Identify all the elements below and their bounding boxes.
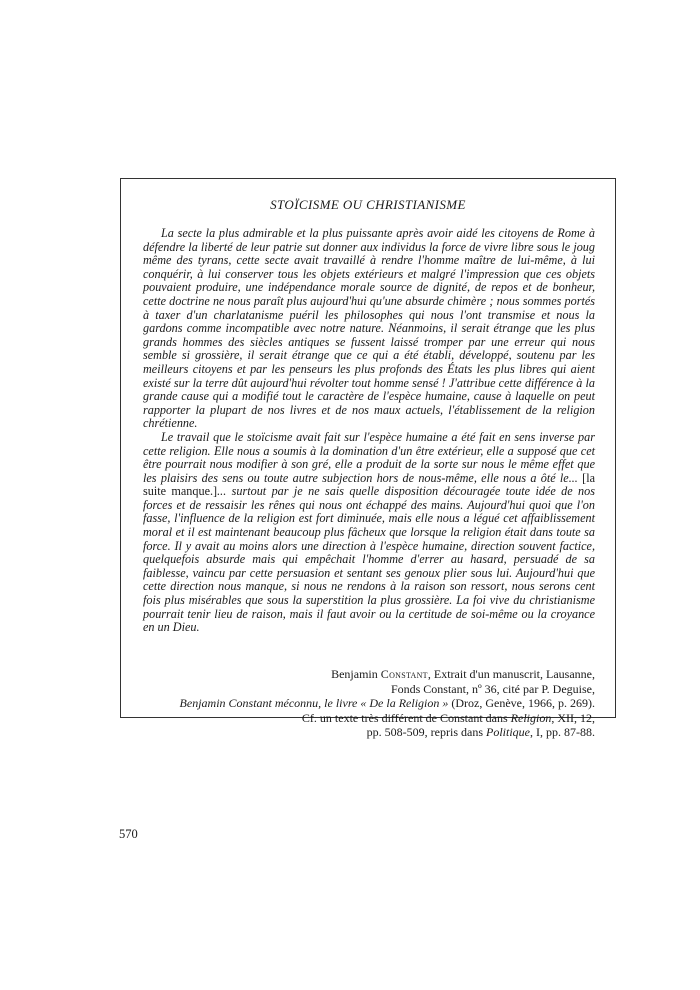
citation-source: , Extrait d'un manuscrit, Lausanne,: [427, 667, 595, 681]
politique-ref: , I, pp. 87-88.: [530, 725, 595, 739]
author-last-name: Constant: [380, 667, 428, 681]
cf-text: Cf. un texte très différent de Constant dans: [301, 710, 511, 725]
citation-line-3: [155, 696, 595, 711]
religion-ref: , XII, 12,: [551, 710, 595, 725]
page-title: STOÏCISME OU CHRISTIANISME: [270, 197, 466, 212]
editorial-note: [la suite manque.]: [143, 470, 595, 499]
paragraph-1: La secte la plus admirable et la plus puissante après avoir aidé les citoyens de Rome à défendre la liberté de leur patrie sut donner aux individus la force de vivre libre sous le joug même des tyrans, cette secte avait travaillé à rendre l'homme maître de lui-même, à lui conquérir, à lui conserver tous les objets extérieurs et malgré l'impression que ces objets pouvaient produire, une indépendance morale source de dignité, de repos et de bonheur, cette doctrine ne nous paraît plus aujourd'hui qu'une absurde chimère ; nous sommes portés à taxer d'un charlatanisme puéril les philosophes qui nous l'ont transmise et nous la gardons comme incompatible avec notre nature. Néanmoins, il serait étrange que les plus grands hommes des siècles antiques se fussent laissé tromper par une erreur qui nous semble si grossière, il serait étrange que ce qui a été établi, développé, soutenu par les meilleurs citoyens et par les penseurs les plus profonds des États les plus libres qui aient existé sur la terre dût aujourd'hui révolter tout homme sensé ! J'attribue cette différence à la grande cause qui a modifié tout le caractère de l'espèce humaine, cause à laquelle on peut rapporter la plupart de nos livres et de nos maux actuels, l'établissement de la religion chrétienne.: [143, 226, 595, 431]
citation-line-4: [155, 711, 595, 726]
citation-line-1: [155, 667, 595, 682]
politique-title: Politique: [486, 725, 530, 739]
paragraph-2-part-a: Le travail que le stoïcisme avait fait sur l'espèce humaine a été fait en sens inverse par cette religion. Elle nous a soumis à la domination d'un être extérieur, elle a supposé que cet être pourrait nous modifier à son gré, elle a produit de la sorte sur nous le même effet que les plaisirs des sens ou toute autre subjection hors de nous-même, elle nous a ôté le...: [143, 429, 595, 485]
citation-line-5: [155, 725, 595, 740]
quote-box: [120, 178, 616, 739]
paragraph-2: [143, 431, 595, 635]
publication-info: (Droz, Genève, 1966, p. 269).: [448, 696, 595, 710]
book-title: Benjamin Constant méconnu, le livre « De la Religion »: [179, 696, 449, 710]
author-first-name: Benjamin: [331, 667, 378, 681]
religion-title: Religion: [510, 710, 552, 725]
paragraph-2-part-b: ... surtout par je ne sais quelle disposition découragée toute idée de nos forces et de ressaisir les rênes qui nous ont échappé des mains. Aujourd'hui quoi que l'on fasse, l'influence de la religion est fort diminuée, mais elle nous a légué cet affaiblissement moral et il est maintenant beaucoup plus fâcheux que lorsque la religion était dans toute sa force. Il y avait au moins alors une direction à l'espèce humaine, direction souvent factice, quelquefois absurde mais qui empêchait l'homme d'errer au hasard, persuadé de sa faiblesse, vaincu par cette persuasion et sentant ses genoux plier sous lui. Aujourd'hui que cette direction nous manque, si nous ne rendons à la raison son ressort, nous serons cent fois plus misérables que sous la superstition la plus grossière. La foi vive du christianisme pourrait tenir lieu de raison, mais il faut avoir ou la certitude de soi-même ou la croyance en un Dieu.: [143, 484, 595, 635]
citation: [155, 667, 595, 740]
quote-body: [143, 227, 595, 635]
pages-text: pp. 508-509, repris dans: [366, 725, 486, 739]
citation-line-2: Fonds Constant, nº 36, cité par P. Deguise,: [390, 681, 595, 696]
page-number: 570: [119, 827, 138, 841]
